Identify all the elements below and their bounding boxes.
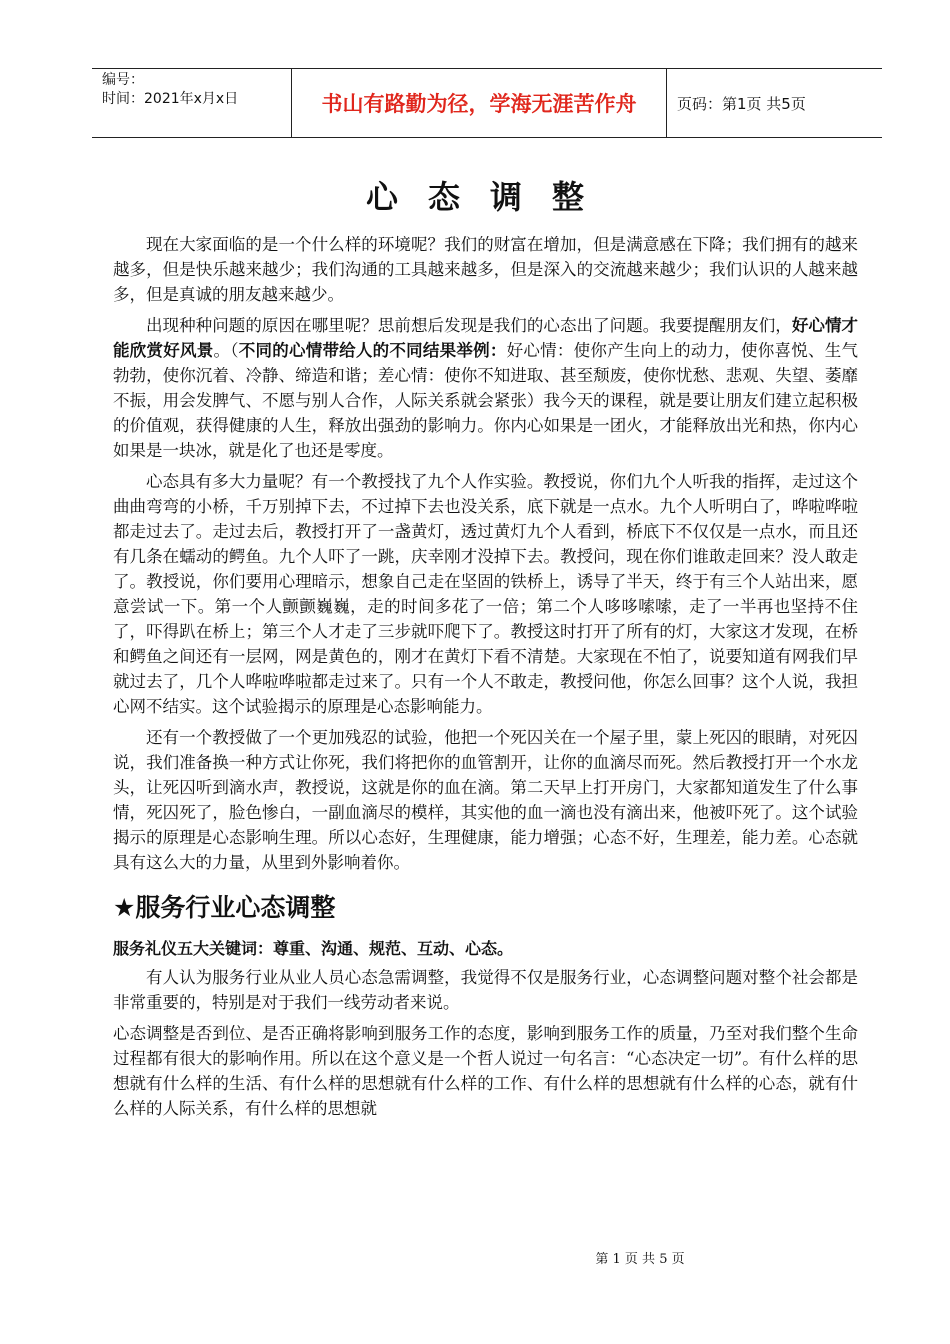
paragraph-2-text-a: 出现种种问题的原因在哪里呢？思前想后发现是我们的心态出了问题。我要提醒朋友们， <box>146 316 792 335</box>
paragraph-2-emphasis: 好心情才能欣赏好风景 <box>113 316 859 360</box>
serial-number-label: 编号： <box>102 72 144 88</box>
paragraph-6: 心态调整是否到位、是否正确将影响到服务工作的态度，影响到服务工作的质量，乃至对我们整个生命过程都有很大的影响作用。所以在这个意义是一个哲人说过一句名言：“心态决定一切”。有什么样的思想就有什么样的生活、有什么样的思想就有什么样的工作、有什么样的思想就有什么样的心态，就有什么样的人际关系，有什么样的思想就 <box>113 1024 858 1118</box>
paragraph-5: 有人认为服务行业从业人员心态急需调整，我觉得不仅是服务行业，心态调整问题对整个社会都是非常重要的，特别是对于我们一线劳动者来说。 <box>113 968 858 1012</box>
paragraph-2 <box>113 313 858 463</box>
paragraph-3: 心态具有多大力量呢？有一个教授找了九个人作实验。教授说，你们九个人听我的指挥，走过这个曲曲弯弯的小桥，千万别掉下去，不过掉下去也没关系，底下就是一点水。九个人听明白了，哗啦哗啦都走过去了。走过去后，教授打开了一盏黄灯，透过黄灯九个人看到，桥底下不仅仅是一点水，而且还有几条在蠕动的鳄鱼。九个人吓了一跳，庆幸刚才没掉下去。教授问，现在你们谁敢走回来？没人敢走了。教授说，你们要用心理暗示，想象自己走在坚固的铁桥上，诱导了半天，终于有三个人站出来，愿意尝试一下。第一个人颤颤巍巍，走的时间多花了一倍；第二个人哆哆嗦嗦，走了一半再也坚持不住了，吓得趴在桥上；第三个人才走了三步就吓爬下了。教授这时打开了所有的灯，大家这才发现，在桥和鳄鱼之间还有一层网，网是黄色的，刚才在黄灯下看不清楚。大家现在不怕了，说要知道有网我们早就过去了，几个人哗啦哗啦都走过来了。只有一个人不敢走，教授问他，你怎么回事？这个人说，我担心网不结实。这个试验揭示的原理是心态影响能力。 <box>113 472 858 716</box>
keywords-line: 服务礼仪五大关键词：尊重、沟通、规范、互动、心态。 <box>113 939 514 958</box>
header-motto: 书山有路勤为径，学海无涯苦作舟 <box>292 69 667 137</box>
paragraph-4: 还有一个教授做了一个更加残忍的试验，他把一个死囚关在一个屋子里，蒙上死囚的眼睛，对死囚说，我们准备换一种方式让你死，我们将把你的血管割开，让你的血滴尽而死。然后教授打开一个水龙头，让死囚听到滴水声，教授说，这就是你的血在滴。第二天早上打开房门，大家都知道发生了什么事情，死囚死了，脸色惨白，一副血滴尽的模样，其实他的血一滴也没有滴出来，他被吓死了。这个试验揭示的原理是心态影响生理。所以心态好，生理健康，能力增强；心态不好，生理差，能力差。心态就具有这么大的力量，从里到外影响着你。 <box>113 728 858 872</box>
time-label: 时间：2021年x月x日 <box>102 91 239 107</box>
header-page-number: 页码：第1页 共5页 <box>677 94 806 113</box>
page-header <box>92 68 882 138</box>
section-heading: ★服务行业心态调整 <box>113 893 336 922</box>
document-title: 心态调整 <box>365 178 614 216</box>
paragraph-2-example-label: 不同的心情带给人的不同结果举例： <box>238 341 507 360</box>
document-body <box>113 232 858 1127</box>
header-meta <box>92 69 292 137</box>
paragraph-2-text-e: 好心情：使你产生向上的动力，使你喜悦、生气勃勃，使你沉着、冷静、缔造和谐；差心情：使你不知进取、甚至颓废，使你忧愁、悲观、失望、萎靡不振，用会发脾气、不愿与别人合作，人际关系就会紧张）我今天的课程，就是要让朋友们建立起积极的价值观，获得健康的人生，释放出强劲的影响力。你内心如果是一团火，才能释放出光和热，你内心如果是一块冰，就是化了也还是零度。 <box>113 341 859 460</box>
paragraph-2-text-c: 。（ <box>213 341 239 360</box>
page-footer: 第 1 页 共 5 页 <box>595 1252 685 1267</box>
paragraph-1: 现在大家面临的是一个什么样的环境呢？我们的财富在增加，但是满意感在下降；我们拥有的越来越多，但是快乐越来越少；我们沟通的工具越来越多，但是深入的交流越来越少；我们认识的人越来越多，但是真诚的朋友越来越少。 <box>113 235 858 304</box>
